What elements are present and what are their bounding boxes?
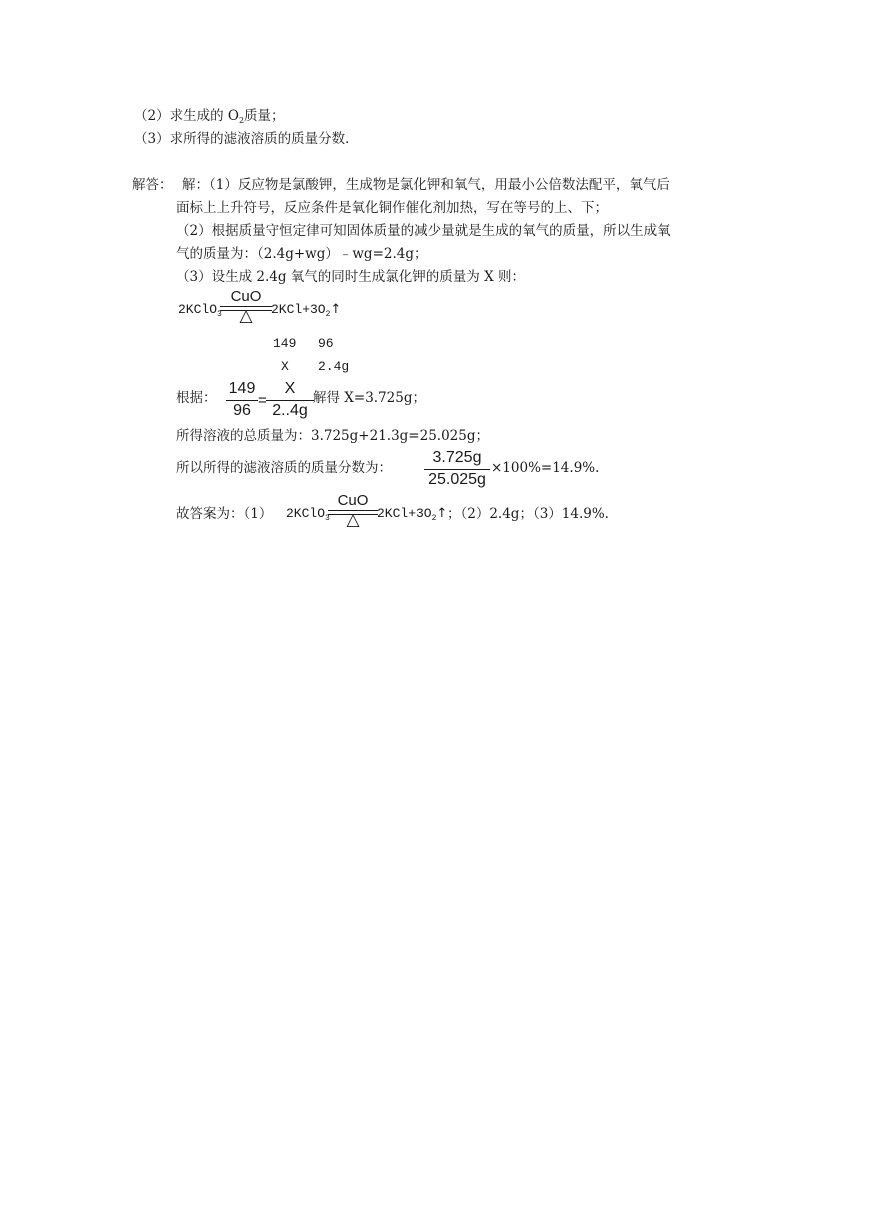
answer-p3: （3）设生成 2.4g 氧气的同时生成氯化钾的质量为 X 则：	[176, 269, 525, 285]
question-2-subscript: 2	[238, 116, 245, 125]
chemical-equation	[178, 301, 222, 324]
fraction-bar	[266, 400, 314, 401]
answer-p1-line2: 面标上上升符号，反应条件是氧化铜作催化剂加热，写在等号的上、下；	[176, 200, 608, 216]
ratio-r1c1: 149	[273, 336, 297, 351]
final-equation-left-sub: 3	[325, 514, 330, 523]
final-gas-up-arrow-icon: ↑	[436, 506, 448, 521]
equals-sign: =	[258, 392, 267, 409]
question-3: （3）求所得的滤液溶质的质量分数．	[134, 131, 359, 147]
equation-left: 2KClO	[178, 302, 218, 317]
solve-text: 解得 X=3.725g；	[313, 390, 427, 406]
equation-left-sub: 3	[217, 310, 222, 319]
answer-p2-line1: （2）根据质量守恒定律可知固体质量的减少量就是生成的氧气的质量，所以生成氧	[176, 223, 671, 239]
ratio-r1c2: 96	[318, 336, 334, 351]
fraction-mass	[424, 449, 490, 491]
total-mass-line: 所得溶液的总质量为：3.725g+21.3g=25.025g；	[176, 428, 489, 444]
answer-p1-line1: 解：（1）反应物是氯酸钾，生成物是氯化钾和氧气，用最小公倍数法配平，氧气后	[182, 177, 670, 193]
question-2-prefix: （2）求生成的 O	[134, 108, 239, 124]
final-equation-left-text: 2KClO	[286, 506, 326, 521]
fraction-denominator: 25.025g	[428, 471, 486, 488]
reaction-condition	[220, 289, 272, 329]
catalyst-label: CuO	[230, 288, 262, 305]
answer-p2-line2: 气的质量为：（2.4g+wg）﹣wg=2.4g；	[176, 246, 428, 262]
final-answer-rest: ；（2）2.4g；（3）14.9%.	[447, 506, 609, 522]
answer-label: 解答：	[132, 177, 173, 193]
final-equation-right-sub: 2	[431, 514, 437, 523]
ratio-r2c1: X	[281, 359, 289, 374]
equation-right: 2KCl+3O	[271, 302, 326, 317]
question-2-suffix: 质量；	[244, 108, 285, 124]
final-equation-right-text: 2KCl+3O	[377, 506, 432, 521]
fraction-numerator: 149	[228, 380, 256, 397]
gas-up-arrow-icon: ↑	[330, 302, 342, 317]
fraction-numerator: X	[284, 380, 296, 397]
fraction-bar	[226, 400, 258, 401]
basis-label: 根据：	[176, 390, 217, 406]
question-2	[134, 107, 285, 130]
fraction-149-96	[226, 380, 258, 422]
heat-triangle-icon: △	[239, 306, 253, 325]
final-reaction-condition	[328, 493, 378, 533]
equation-right-sub: 2	[325, 310, 331, 319]
ratio-r2c2: 2.4g	[318, 359, 350, 374]
mass-fraction-result: ×100%=14.9%.	[491, 460, 600, 476]
final-catalyst-label: CuO	[337, 492, 369, 509]
final-heat-triangle-icon: △	[346, 510, 360, 529]
chemical-equation-right	[271, 301, 341, 324]
final-answer-prefix: 故答案为：（1）	[176, 506, 273, 522]
final-equation-right	[377, 505, 447, 528]
final-equation-left	[286, 505, 330, 528]
fraction-x-2-4g	[266, 380, 314, 422]
fraction-numerator: 3.725g	[432, 449, 482, 466]
fraction-bar	[424, 469, 490, 470]
mass-fraction-label: 所以所得的滤液溶质的质量分数为：	[176, 460, 392, 476]
fraction-denominator: 2..4g	[272, 402, 308, 419]
fraction-denominator: 96	[233, 402, 251, 419]
